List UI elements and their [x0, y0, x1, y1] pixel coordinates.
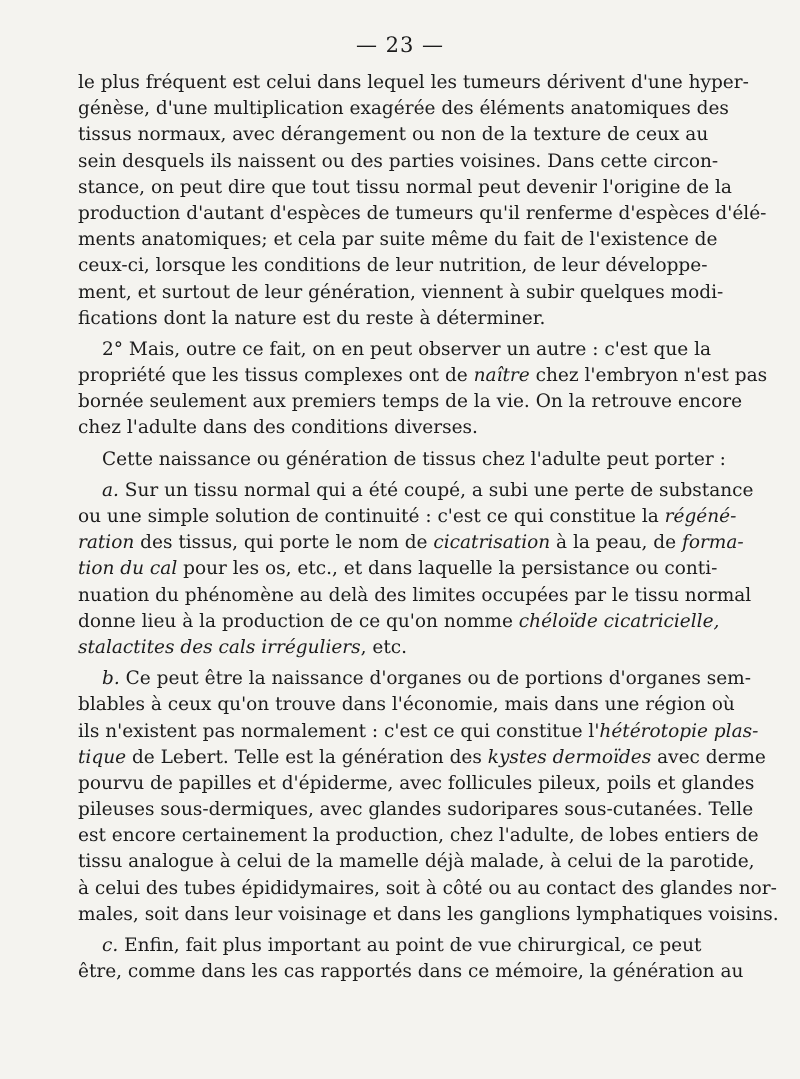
text-line — [78, 797, 754, 823]
text-run: chez l'adulte dans des conditions diverses. — [78, 417, 478, 439]
body-text — [78, 70, 779, 985]
text-line — [78, 692, 735, 718]
text-line — [78, 306, 672, 332]
text-run: pourvu de papilles et d'épiderme, avec follicules pileux, poils et glandes — [78, 772, 755, 794]
text-line — [78, 96, 729, 122]
text-run: Cette naissance ou génération de tissus chez l'adulte peut porter : — [102, 448, 726, 470]
text-line — [78, 959, 744, 985]
text-line — [78, 823, 759, 849]
text-line — [78, 337, 712, 363]
text-run: stance, on peut dire que tout tissu normal peut devenir l'origine de la — [78, 176, 732, 198]
text-line — [78, 609, 720, 635]
italic-term: naître — [473, 365, 530, 387]
italic-term: tion du cal — [78, 558, 178, 580]
page-number: — 23 — — [355, 33, 445, 57]
text-line — [78, 504, 737, 530]
text-line — [78, 933, 702, 959]
text-run: donne lieu à la production de ce qu'on nomme — [78, 610, 519, 632]
italic-term: ration — [78, 532, 135, 554]
italic-term: hétérotopie plas- — [599, 720, 759, 742]
text-run: est encore certainement la production, chez l'adulte, de lobes entiers de — [78, 825, 759, 847]
text-run: génèse, d'une multiplication exagérée des éléments anatomiques des — [78, 98, 729, 120]
text-line — [78, 745, 766, 771]
text-run: Ce peut être la naissance d'organes ou de portions d'organes sem- — [119, 668, 751, 690]
text-run: de Lebert. Telle est la génération des — [126, 746, 488, 768]
text-line — [78, 280, 724, 306]
text-line — [78, 175, 732, 201]
text-run: , etc. — [360, 636, 408, 658]
text-run: ils n'existent pas normalement : c'est ce qui constitue l' — [78, 720, 600, 742]
text-line — [78, 530, 744, 556]
text-run: Enfin, fait plus important au point de vue chirurgical, ce peut — [118, 935, 702, 956]
text-run: nuation du phénomène au delà des limites occupées par le tissu normal — [78, 584, 752, 606]
italic-term: kystes dermoïdes — [487, 746, 652, 768]
text-line — [78, 666, 751, 692]
text-line — [78, 227, 718, 253]
text-line — [78, 635, 672, 661]
text-line — [78, 363, 768, 389]
text-run: à la peau, de — [550, 532, 682, 554]
text-run: Sur un tissu normal qui a été coupé, a subi une perte de substance — [118, 479, 754, 501]
text-run: blables à ceux qu'on trouve dans l'économie, mais dans une région où — [78, 694, 735, 716]
text-run: sein desquels ils naissent ou des parties voisines. Dans cette circon- — [78, 150, 719, 172]
text-run: pileuses sous-dermiques, avec glandes sudoripares sous-cutanées. Telle — [78, 799, 754, 821]
text-run: à celui des tubes épididymaires, soit à côté ou au contact des glandes nor- — [78, 877, 777, 899]
text-line — [78, 149, 719, 175]
text-run: ceux-ci, lorsque les conditions de leur nutrition, de leur développe- — [78, 255, 708, 277]
text-line — [78, 201, 767, 227]
text-line — [78, 719, 759, 745]
text-run: tissus normaux, avec dérangement ou non de la texture de ceux au — [78, 124, 709, 146]
text-run: pour les os, etc., et dans laquelle la persistance ou conti- — [177, 558, 718, 580]
text-run: le plus fréquent est celui dans lequel les tumeurs dérivent d'une hyper- — [78, 72, 749, 93]
italic-term: b. — [102, 668, 120, 690]
text-run: chez l'embryon n'est pas — [529, 365, 768, 387]
text-line — [78, 876, 777, 902]
text-line — [78, 771, 755, 797]
text-run: ment, et surtout de leur génération, viennent à subir quelques modi- — [78, 281, 724, 303]
text-line — [78, 70, 749, 96]
text-line — [78, 902, 779, 928]
text-line — [78, 389, 743, 415]
italic-term: a. — [102, 479, 119, 501]
italic-term: chéloïde cicatricielle, — [518, 610, 720, 632]
text-run: ments anatomiques; et cela par suite même du fait de l'existence de — [78, 229, 718, 251]
italic-term: tique — [78, 746, 127, 768]
text-run: ou une simple solution de continuité : c'est ce qui constitue la — [78, 506, 665, 527]
text-line — [78, 556, 718, 582]
text-run: fications dont la nature est du reste à déterminer. — [78, 307, 546, 329]
text-run: des tissus, qui porte le nom de — [134, 532, 434, 554]
italic-term: forma- — [681, 532, 744, 554]
text-run: production d'autant d'espèces de tumeurs qu'il renferme d'espèces d'élé- — [78, 202, 767, 224]
text-run: 2° Mais, outre ce fait, on en peut observer un autre : c'est que la — [102, 338, 712, 360]
text-run: males, soit dans leur voisinage et dans les ganglions lymphatiques voisins. — [78, 903, 779, 925]
text-line — [78, 415, 672, 441]
text-line — [78, 122, 709, 148]
italic-term: c. — [102, 935, 119, 956]
text-run: bornée seulement aux premiers temps de la vie. On la retrouve encore — [78, 391, 743, 413]
text-line — [78, 849, 755, 875]
text-run: avec derme — [651, 746, 766, 768]
text-run: être, comme dans les cas rapportés dans ce mémoire, la génération au — [78, 961, 744, 983]
italic-term: cicatrisation — [433, 532, 551, 554]
text-line — [78, 583, 752, 609]
italic-term: stalactites des cals irréguliers — [78, 636, 361, 658]
text-run: tissu analogue à celui de la mamelle déjà malade, à celui de la parotide, — [78, 851, 755, 873]
text-line — [78, 253, 708, 279]
text-line — [78, 478, 754, 504]
text-run: propriété que les tissus complexes ont de — [78, 365, 474, 387]
italic-term: régéné- — [664, 506, 737, 527]
text-line — [78, 447, 726, 473]
